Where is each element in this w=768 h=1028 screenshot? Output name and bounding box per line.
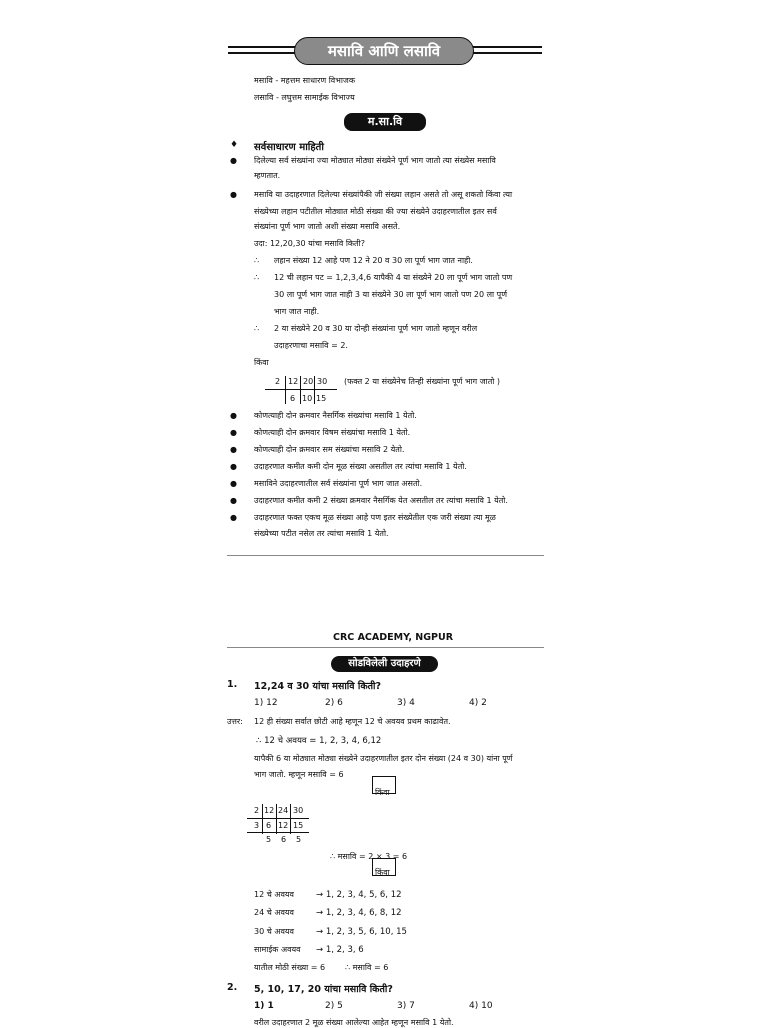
division-cell: 20 [303,377,314,386]
option-4: 4) 2 [469,698,487,708]
option-1: 1) 1 [254,1001,274,1011]
option-3: 3) 7 [397,1001,415,1011]
final-line: यातील मोठी संख्या = 6 [254,963,326,972]
title-rule-right-bottom [470,52,542,54]
example-line: 30 ला पूर्ण भाग जात नाही 3 या संख्येने 30 ला पूर्ण भाग जातो पण 20 ला पूर्ण [274,290,507,299]
therefore-icon: ∴ [254,256,260,265]
academy-name: CRC ACADEMY, NGPUR [333,632,454,643]
factor-list: → 1, 2, 3, 4, 5, 6, 12 [316,890,402,900]
therefore-icon: ∴ [254,324,260,333]
definition-lcm: लसावि - लघुत्तम सामाईक विभाज्य [254,93,355,102]
division-cell: 10 [302,394,313,403]
division-cell: 2 [254,806,260,815]
rule-point: उदाहरणात कमीत कमी 2 संख्या क्रमवार नैसर्गिक येत असतील तर त्यांचा मसावि 1 येतो. [254,496,508,505]
division-cell: 30 [293,806,304,815]
division-bar [300,376,301,404]
example-line: भाग जात नाही. [274,307,320,316]
info-line: संख्येच्या लहान पटीतील मोठ्यात मोठी संख्या की ज्या संख्येने उदाहरणातील इतर सर्व [254,207,497,216]
bullet-icon: ● [230,479,237,488]
division-cell: 12 [288,377,299,386]
section-pill-hcf: म.सा.वि [344,113,426,131]
division-cell: 2 [275,377,281,386]
division-cell: 5 [296,835,302,844]
or-label: किंवा [375,868,390,877]
info-line: मसावि या उदाहरणात दिलेल्या संख्यांपैकी जी संख्या लहान असते तो असू शकतो किंवा त्या [254,190,513,199]
rule-point: मसाविने उदाहरणातील सर्व संख्यांना पूर्ण भाग जात असतो. [254,479,423,488]
section-pill-solved: सोडविलेली उदाहरणे [331,656,438,672]
answer-line-cut: वरील उदाहरणात 2 मूळ संख्या आलेल्या आहेत म्हणून मसावि 1 येतो. [254,1018,454,1027]
option-4: 4) 10 [469,1001,493,1011]
hcf-calculation: ∴ मसावि = 2 × 3 = 6 [330,852,408,861]
factor-label: 24 चे अवयव [254,908,294,917]
rule-point: कोणत्याही दोन क्रमवार नैसर्गिक संख्यांचा मसावि 1 येतो. [254,411,417,420]
division-rule [247,832,309,833]
rule-point: कोणत्याही दोन क्रमवार सम संख्यांचा मसावि 2 येतो. [254,445,405,454]
answer-label: उत्तर: [227,717,243,726]
factor-label: सामाईक अवयव [254,945,301,954]
division-cell: 5 [266,835,272,844]
therefore-icon: ∴ [254,273,260,282]
bullet-icon: ● [230,513,237,522]
factor-label: 30 चे अवयव [254,927,294,936]
question-number: 2. [227,982,238,993]
factor-list: → 1, 2, 3, 6 [316,945,364,955]
division-bar [314,376,315,404]
division-bar [290,804,291,834]
example-line: लहान संख्या 12 आहे पण 12 ने 20 व 30 ला पूर्ण भाग जात नाही. [274,256,473,265]
bullet-icon: ● [230,190,237,199]
title-rule-left-top [228,46,296,48]
bullet-icon: ● [230,156,237,165]
division-cell: 12 [278,821,289,830]
division-cell: 30 [317,377,328,386]
rule-point: कोणत्याही दोन क्रमवार विषम संख्यांचा मसावि 1 येतो. [254,428,411,437]
info-line: दिलेल्या सर्व संख्यांना ज्या मोठ्यात मोठ्या संख्येने पूर्ण भाग जातो त्या संख्येस मसावि [254,156,496,165]
answer-line: ∴ 12 चे अवयव = 1, 2, 3, 4, 6,12 [256,736,382,746]
option-1: 1) 12 [254,698,278,708]
page-title: मसावि आणि लसावि [294,37,474,65]
division-rule [247,818,309,819]
or-label: किंवा [254,358,269,367]
division-cell: 15 [316,394,327,403]
rule-point: संख्येच्या पटीत नसेल तर त्यांचा मसावि 1 येतो. [254,529,389,538]
bullet-icon: ● [230,462,237,471]
division-cell: 6 [266,821,272,830]
option-2: 2) 6 [325,698,343,708]
division-cell: 6 [290,394,296,403]
division-cell: 24 [278,806,289,815]
division-cell: 3 [254,821,260,830]
division-cell: 6 [281,835,287,844]
division-cell: 12 [264,806,275,815]
rule-point: उदाहरणात फक्त एकच मूळ संख्या आहे पण इतर संख्येतील एक जरी संख्या त्या मूळ [254,513,496,522]
info-line: म्हणतात. [254,171,281,180]
example-line: 12 ची लहान पट = 1,2,3,4,6 यापैकी 4 या संख्येने 20 ला पूर्ण भाग जातो पण [274,273,513,282]
factor-label: 12 चे अवयव [254,890,294,899]
bullet-icon: ● [230,428,237,437]
division-bar [262,804,263,834]
division-bar [276,804,277,834]
option-3: 3) 4 [397,698,415,708]
example-line: 2 या संख्येने 20 व 30 या दोन्ही संख्यांना पूर्ण भाग जातो म्हणून वरील [274,324,478,333]
bullet-icon: ● [230,496,237,505]
bullet-icon: ● [230,411,237,420]
question-number: 1. [227,679,238,690]
factor-list: → 1, 2, 3, 5, 6, 10, 15 [316,927,407,937]
title-rule-right-top [470,46,542,48]
definition-hcf: मसावि - महत्तम साधारण विभाजक [254,76,356,85]
division-cell: 15 [293,821,304,830]
section-divider [227,555,544,556]
division-note: (फक्त 2 या संख्येनेच तिन्ही संख्यांना पूर्ण भाग जातो ) [344,377,501,386]
example-line: उदाहरणाचा मसावि = 2. [274,341,348,350]
answer-line: 12 ही संख्या सर्वात छोटी आहे म्हणून 12 चे अवयव प्रथम काढावेत. [254,717,451,726]
rule-point: उदाहरणात कमीत कमी दोन मूळ संख्या असतील तर त्यांचा मसावि 1 येतो. [254,462,467,471]
title-rule-left-bottom [228,52,296,54]
section-heading: सर्वसाधारण माहिती [254,142,324,153]
division-bar [285,376,286,404]
answer-line: भाग जातो. म्हणून मसावि = 6 [254,770,344,779]
factor-list: → 1, 2, 3, 4, 6, 8, 12 [316,908,402,918]
question-text: 12,24 व 30 यांचा मसावि किती? [254,681,382,692]
bullet-icon: ● [230,445,237,454]
option-2: 2) 5 [325,1001,343,1011]
info-line: संख्यांना पूर्ण भाग जातो अशी संख्या मसावि असते. [254,222,401,231]
example-question: उदा: 12,20,30 यांचा मसावि किती? [254,239,365,248]
question-text: 5, 10, 17, 20 यांचा मसावि किती? [254,984,393,995]
division-rule [265,389,337,390]
final-line: ∴ मसावि = 6 [345,963,389,972]
or-label: किंवा [375,788,390,797]
diamond-bullet-icon: ♦ [230,140,239,150]
answer-line: यापैकी 6 या मोठ्यात मोठ्या संख्येने उदाहरणातील इतर दोन संख्या (24 व 30) यांना पूर्ण [254,754,513,763]
academy-rule [227,647,544,648]
